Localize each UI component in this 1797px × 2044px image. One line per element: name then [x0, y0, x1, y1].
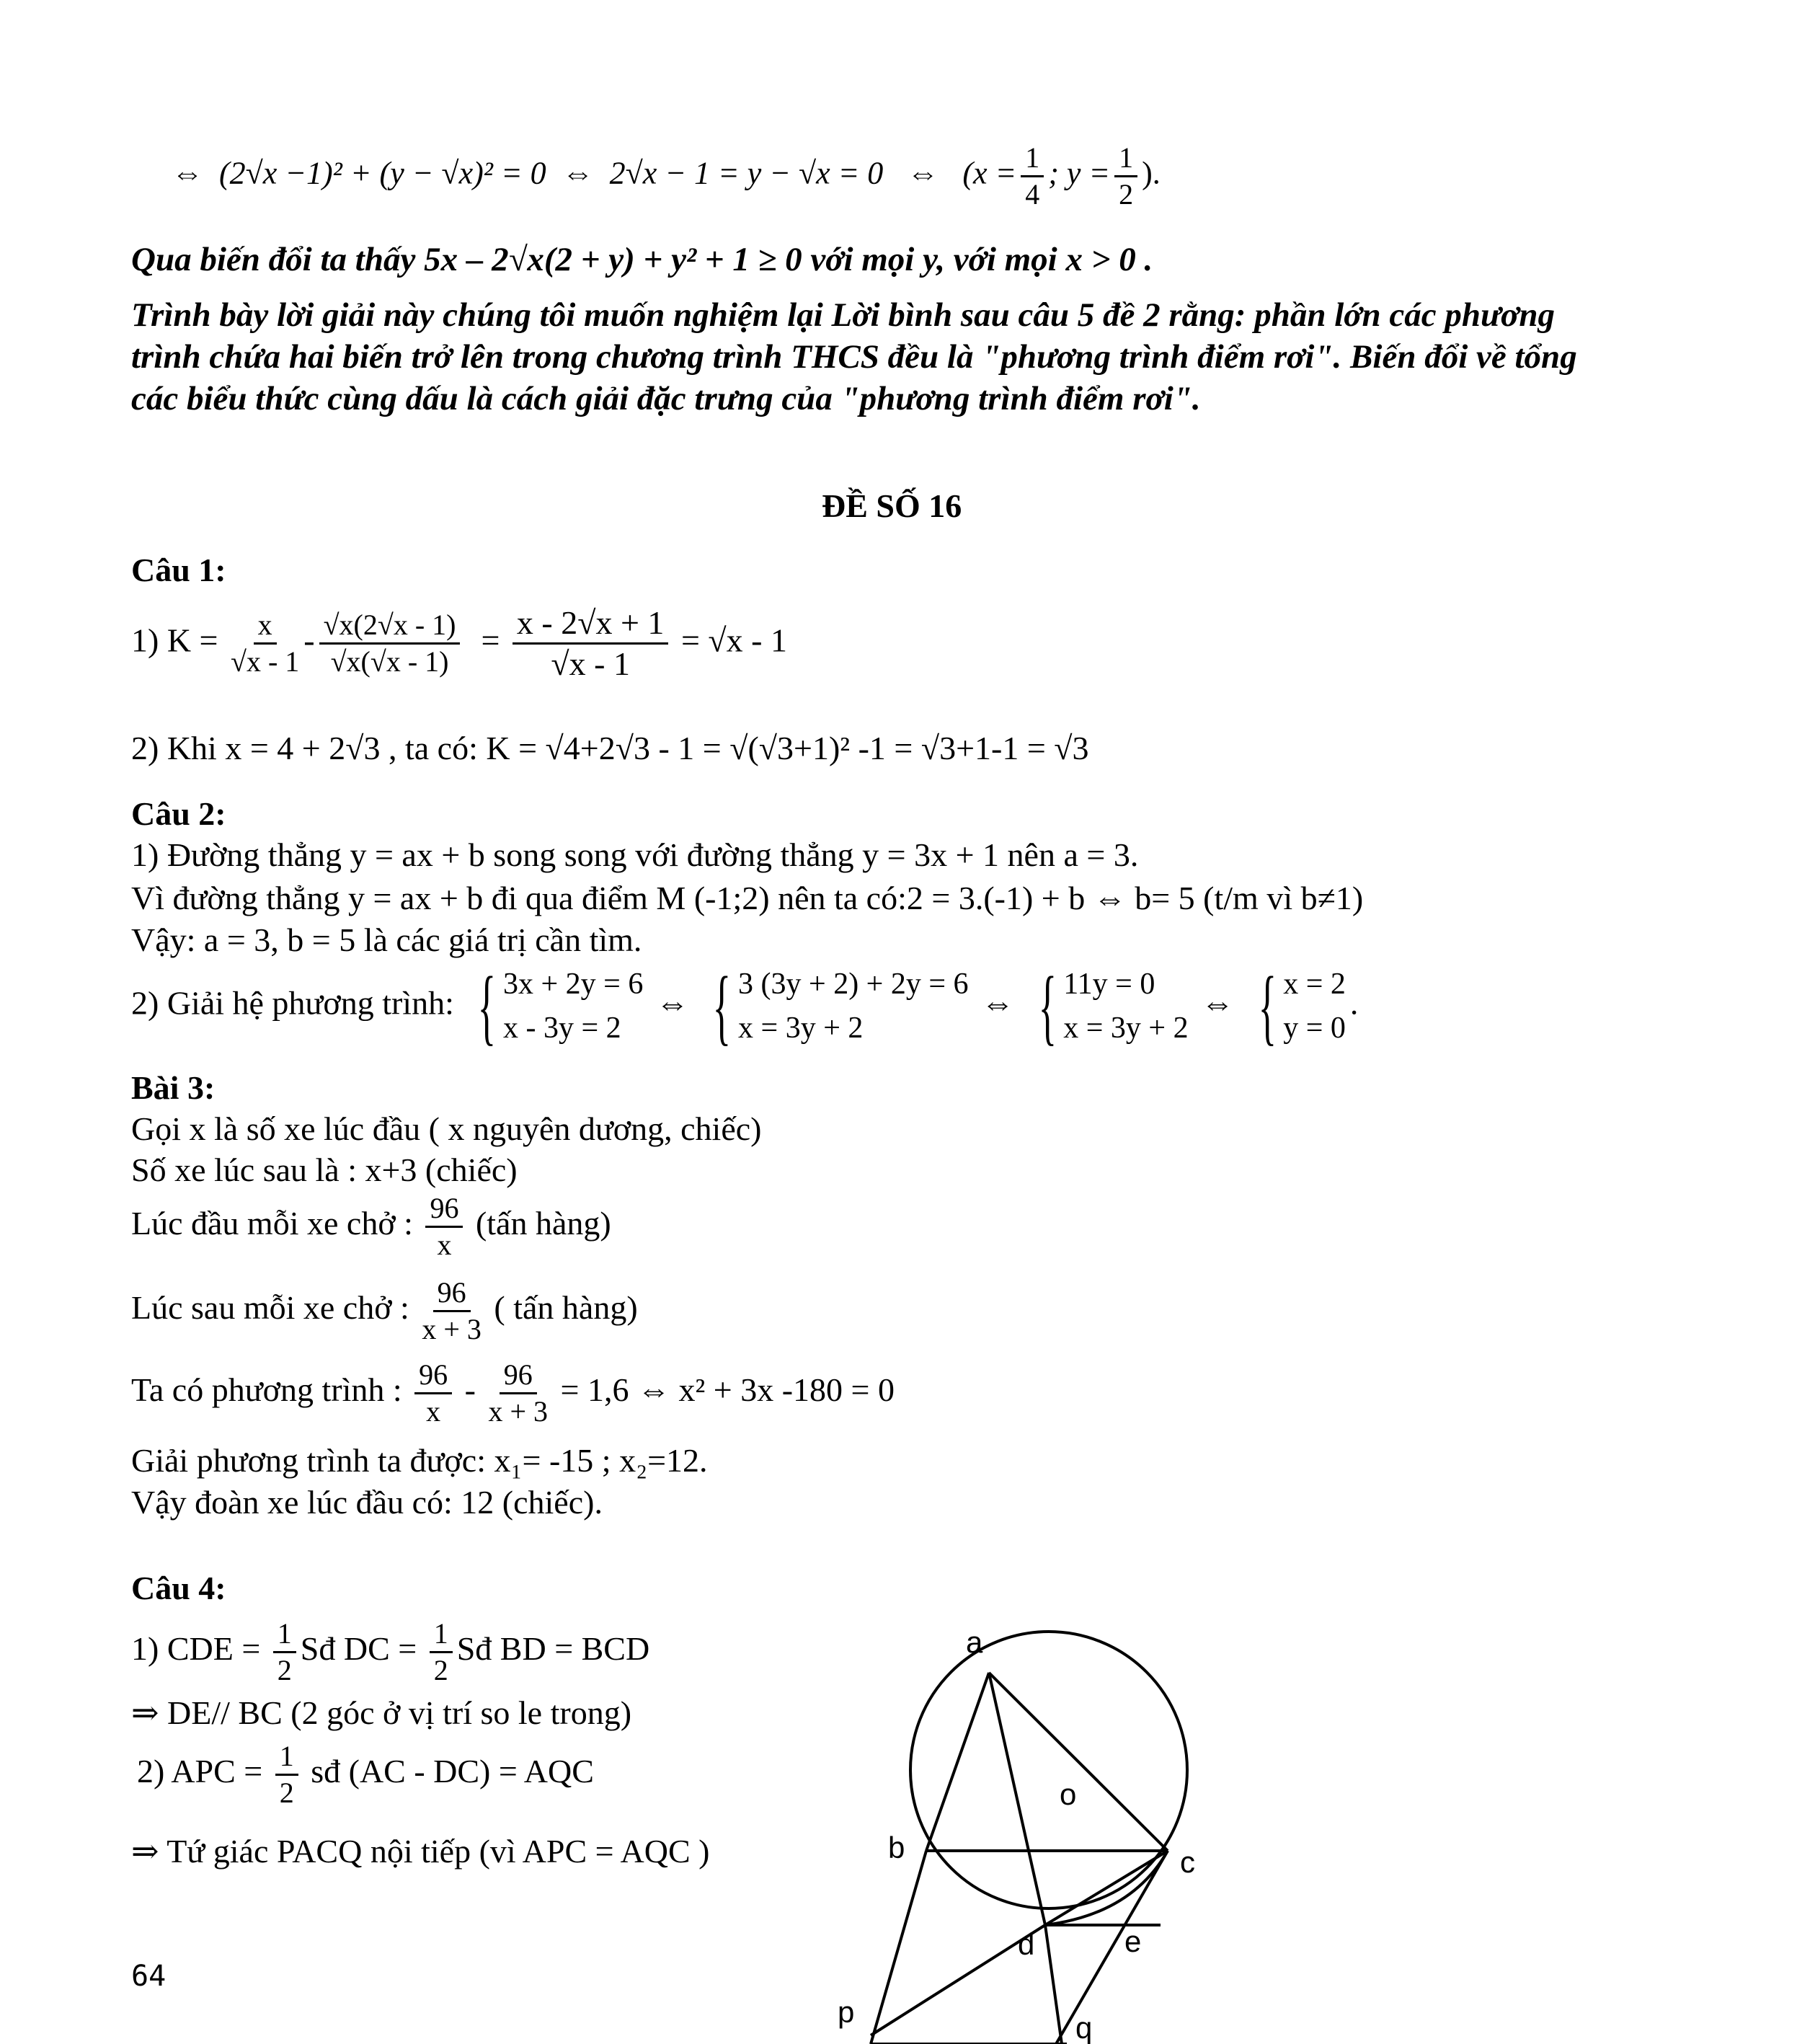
bai3-line [131, 1193, 611, 1260]
text: Sđ DC = [300, 1630, 417, 1668]
fraction: $\frac{1}{2}$ [273, 1619, 296, 1686]
text: 2) APC = [137, 1753, 263, 1790]
label-q: q [1075, 2011, 1093, 2044]
page-number: 64 [131, 1960, 167, 1993]
label-o: o [1060, 1777, 1077, 1811]
fraction: $\frac{√x(2√x - 1)}{√x(√x - 1)}$ [319, 610, 461, 677]
bai3-line: Số xe lúc sau là : x+3 (chiếc) [131, 1151, 518, 1188]
text: = √x - 1 [680, 621, 787, 659]
equivalence-arrow: ⇔ [562, 155, 594, 191]
text: Lúc sau mỗi xe chở : [131, 1289, 409, 1327]
cau1-part2: 2) Khi x = 4 + 2√3 , ta có: K = √4+2√3 - 1 = √(√3+1)² -1 = √3+1-1 = √3 [131, 730, 1089, 766]
question-heading: Bài 3: [131, 1069, 216, 1106]
circle-o [910, 1632, 1187, 1908]
equation-expr: (x = [962, 155, 1017, 191]
equivalence-arrow: ⇔ [981, 984, 1015, 1022]
text: = 1,6 ⇔ x² + 3x -180 = 0 [560, 1371, 895, 1409]
geometry-figure [822, 1619, 1197, 2044]
equivalence-arrow: ⇔ [172, 155, 203, 191]
cau4-line [137, 1741, 594, 1808]
text: - [303, 621, 315, 659]
bai3-line [131, 1360, 895, 1427]
bai3-line: Giải phương trình ta được: x₁= -15 ; x₂=12. [131, 1442, 708, 1479]
text: 1) K = [131, 621, 218, 659]
fraction: $\frac{96}{x}$ [414, 1360, 452, 1427]
fraction: $\frac{1}{2}$ [430, 1619, 453, 1686]
cau2-line: Vậy: a = 3, b = 5 là các giá trị cần tìm. [131, 921, 642, 958]
text: Ta có phương trình : [131, 1371, 402, 1409]
segment-cd [1045, 1851, 1168, 1925]
bai3-line [131, 1278, 638, 1345]
segment-dq [1045, 1925, 1062, 2044]
equation-expr: ). [1142, 155, 1161, 191]
equation-expr: ; y = [1048, 155, 1111, 191]
equation-system: { 3x + 2y = 6 x - 3y = 2 [477, 958, 644, 1053]
equation-system: { 3 (3y + 2) + 2y = 6 x = 3y + 2 [712, 958, 969, 1053]
equation-system: { 11y = 0 x = 3y + 2 [1038, 958, 1189, 1053]
label-e: e [1124, 1924, 1142, 1958]
text: 1) CDE = [131, 1630, 261, 1668]
note-line: trình chứa hai biến trở lên trong chương trình THCS đều là "phương trình điểm rơi". Biến đổi về tổng [131, 338, 1577, 376]
question-heading: Câu 2: [131, 795, 226, 832]
label-a: a [966, 1625, 983, 1659]
label-b: b [888, 1831, 905, 1864]
fraction: $\frac{96}{x + 3}$ [422, 1276, 482, 1345]
cau4-line: ⇒ DE// BC (2 góc ở vị trí so le trong) [131, 1694, 632, 1731]
equation-line-1 [172, 143, 1161, 210]
question-heading: Câu 1: [131, 552, 226, 588]
segment-ac [989, 1673, 1168, 1851]
question-heading: Câu 4: [131, 1570, 226, 1606]
bai3-line: Vậy đoàn xe lúc đầu có: 12 (chiếc). [131, 1484, 603, 1521]
equivalence-arrow: ⇔ [907, 155, 939, 191]
fraction: $\frac{x}{√x - 1}$ [230, 609, 300, 678]
text: - [464, 1371, 476, 1409]
note-line: các biểu thức cùng dấu là cách giải đặc trưng của "phương trình điểm rơi". [131, 380, 1201, 417]
equation-system: { x = 2 y = 0 [1258, 958, 1346, 1053]
cau2-system-line [131, 958, 1359, 1053]
equation-expr: (2√x −1)² + (y − √x)² = 0 [219, 155, 546, 191]
fraction: $\frac{96}{x}$ [425, 1193, 463, 1260]
fraction: $\frac{1}{2}$ [275, 1741, 298, 1808]
label-c: c [1180, 1845, 1195, 1879]
label-p: p [838, 1995, 855, 2029]
equivalence-arrow: ⇔ [655, 984, 689, 1022]
cau1-part1 [131, 606, 787, 682]
text: (tấn hàng) [475, 1205, 611, 1242]
segment-ab [926, 1673, 989, 1851]
segment-cq [1056, 1851, 1168, 2044]
text: sđ (AC - DC) = AQC [311, 1753, 594, 1790]
segment-ad [989, 1673, 1045, 1925]
cau4-line: ⇒ Tứ giác PACQ nội tiếp (vì APC = AQC ) [131, 1833, 710, 1870]
bai3-line: Gọi x là số xe lúc đầu ( x nguyên dương, chiếc) [131, 1110, 762, 1147]
text: 2) Giải hệ phương trình: [131, 984, 454, 1022]
text: . [1349, 984, 1359, 1022]
fraction: $\frac{x - 2√x + 1}{√x - 1}$ [513, 606, 669, 682]
label-d: d [1018, 1927, 1035, 1961]
equivalence-arrow: ⇔ [1201, 984, 1235, 1022]
note-line: Trình bày lời giải này chúng tôi muốn nghiệm lại Lời bình sau câu 5 đề 2 rằng: phần lớn các phương [131, 296, 1556, 334]
fraction: $\frac{96}{x + 3}$ [488, 1358, 549, 1428]
text: ( tấn hàng) [494, 1289, 638, 1327]
text: Sđ BD = BCD [456, 1630, 650, 1668]
cau2-line: 1) Đường thẳng y = ax + b song song với đường thẳng y = 3x + 1 nên a = 3. [131, 836, 1139, 873]
cau4-line [131, 1619, 649, 1686]
segment-bp [871, 1851, 926, 2044]
fraction: $\frac{1}{2}$ [1114, 143, 1137, 210]
section-title: ĐỀ SỐ 16 [822, 487, 962, 524]
text: Lúc đầu mỗi xe chở : [131, 1205, 413, 1242]
fraction: $\frac{1}{4}$ [1021, 143, 1044, 210]
note-line: Qua biến đổi ta thấy 5x – 2√x(2 + y) + y² + 1 ≥ 0 với mọi y, với mọi x > 0 . [131, 241, 1153, 278]
text: = [481, 621, 500, 659]
cau2-line: Vì đường thẳng y = ax + b đi qua điểm M (-1;2) nên ta có:2 = 3.(-1) + b ⇔ b= 5 (t/m vì b≠1) [131, 880, 1364, 916]
equation-expr: 2√x − 1 = y − √x = 0 [609, 155, 884, 191]
